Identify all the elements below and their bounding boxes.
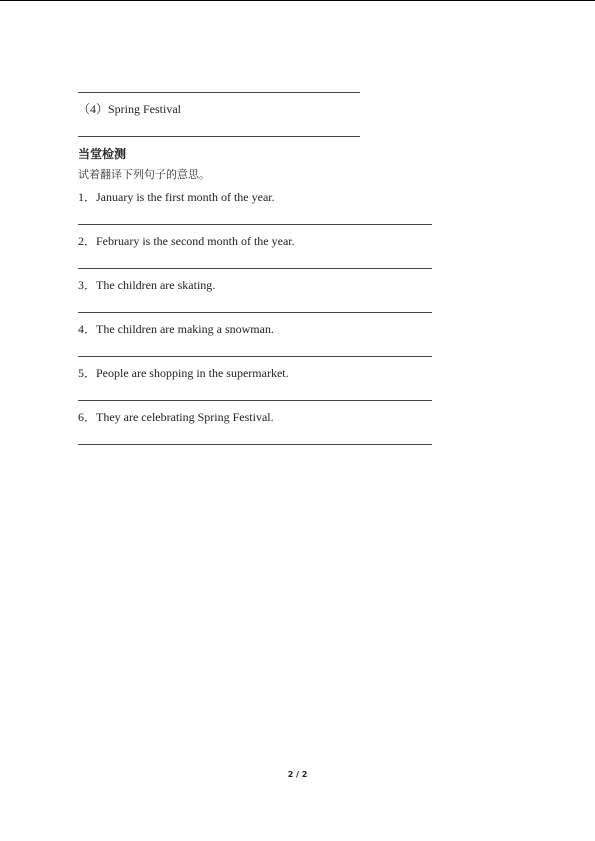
answer-line [78, 224, 432, 225]
answer-line [78, 312, 432, 313]
section-instruction: 试着翻译下列句子的意思。 [78, 168, 210, 181]
exercise-item-4: （4）Spring Festival [78, 102, 182, 116]
page-top-rule [0, 0, 595, 1]
page-number: 2 / 2 [287, 770, 308, 779]
sentence-1: 1．January is the first month of the year. [78, 190, 275, 204]
sentence-4: 4．The children are making a snowman. [78, 322, 274, 336]
answer-line [78, 400, 432, 401]
answer-line [78, 136, 360, 137]
section-heading: 当堂检测 [78, 147, 127, 161]
answer-line [78, 444, 432, 445]
answer-line [78, 92, 360, 93]
sentence-3: 3．The children are skating. [78, 278, 216, 292]
sentence-5: 5．People are shopping in the supermarket. [78, 366, 289, 380]
answer-line [78, 268, 432, 269]
answer-line [78, 356, 432, 357]
sentence-2: 2．February is the second month of the year. [78, 234, 295, 248]
sentence-6: 6．They are celebrating Spring Festival. [78, 410, 274, 424]
